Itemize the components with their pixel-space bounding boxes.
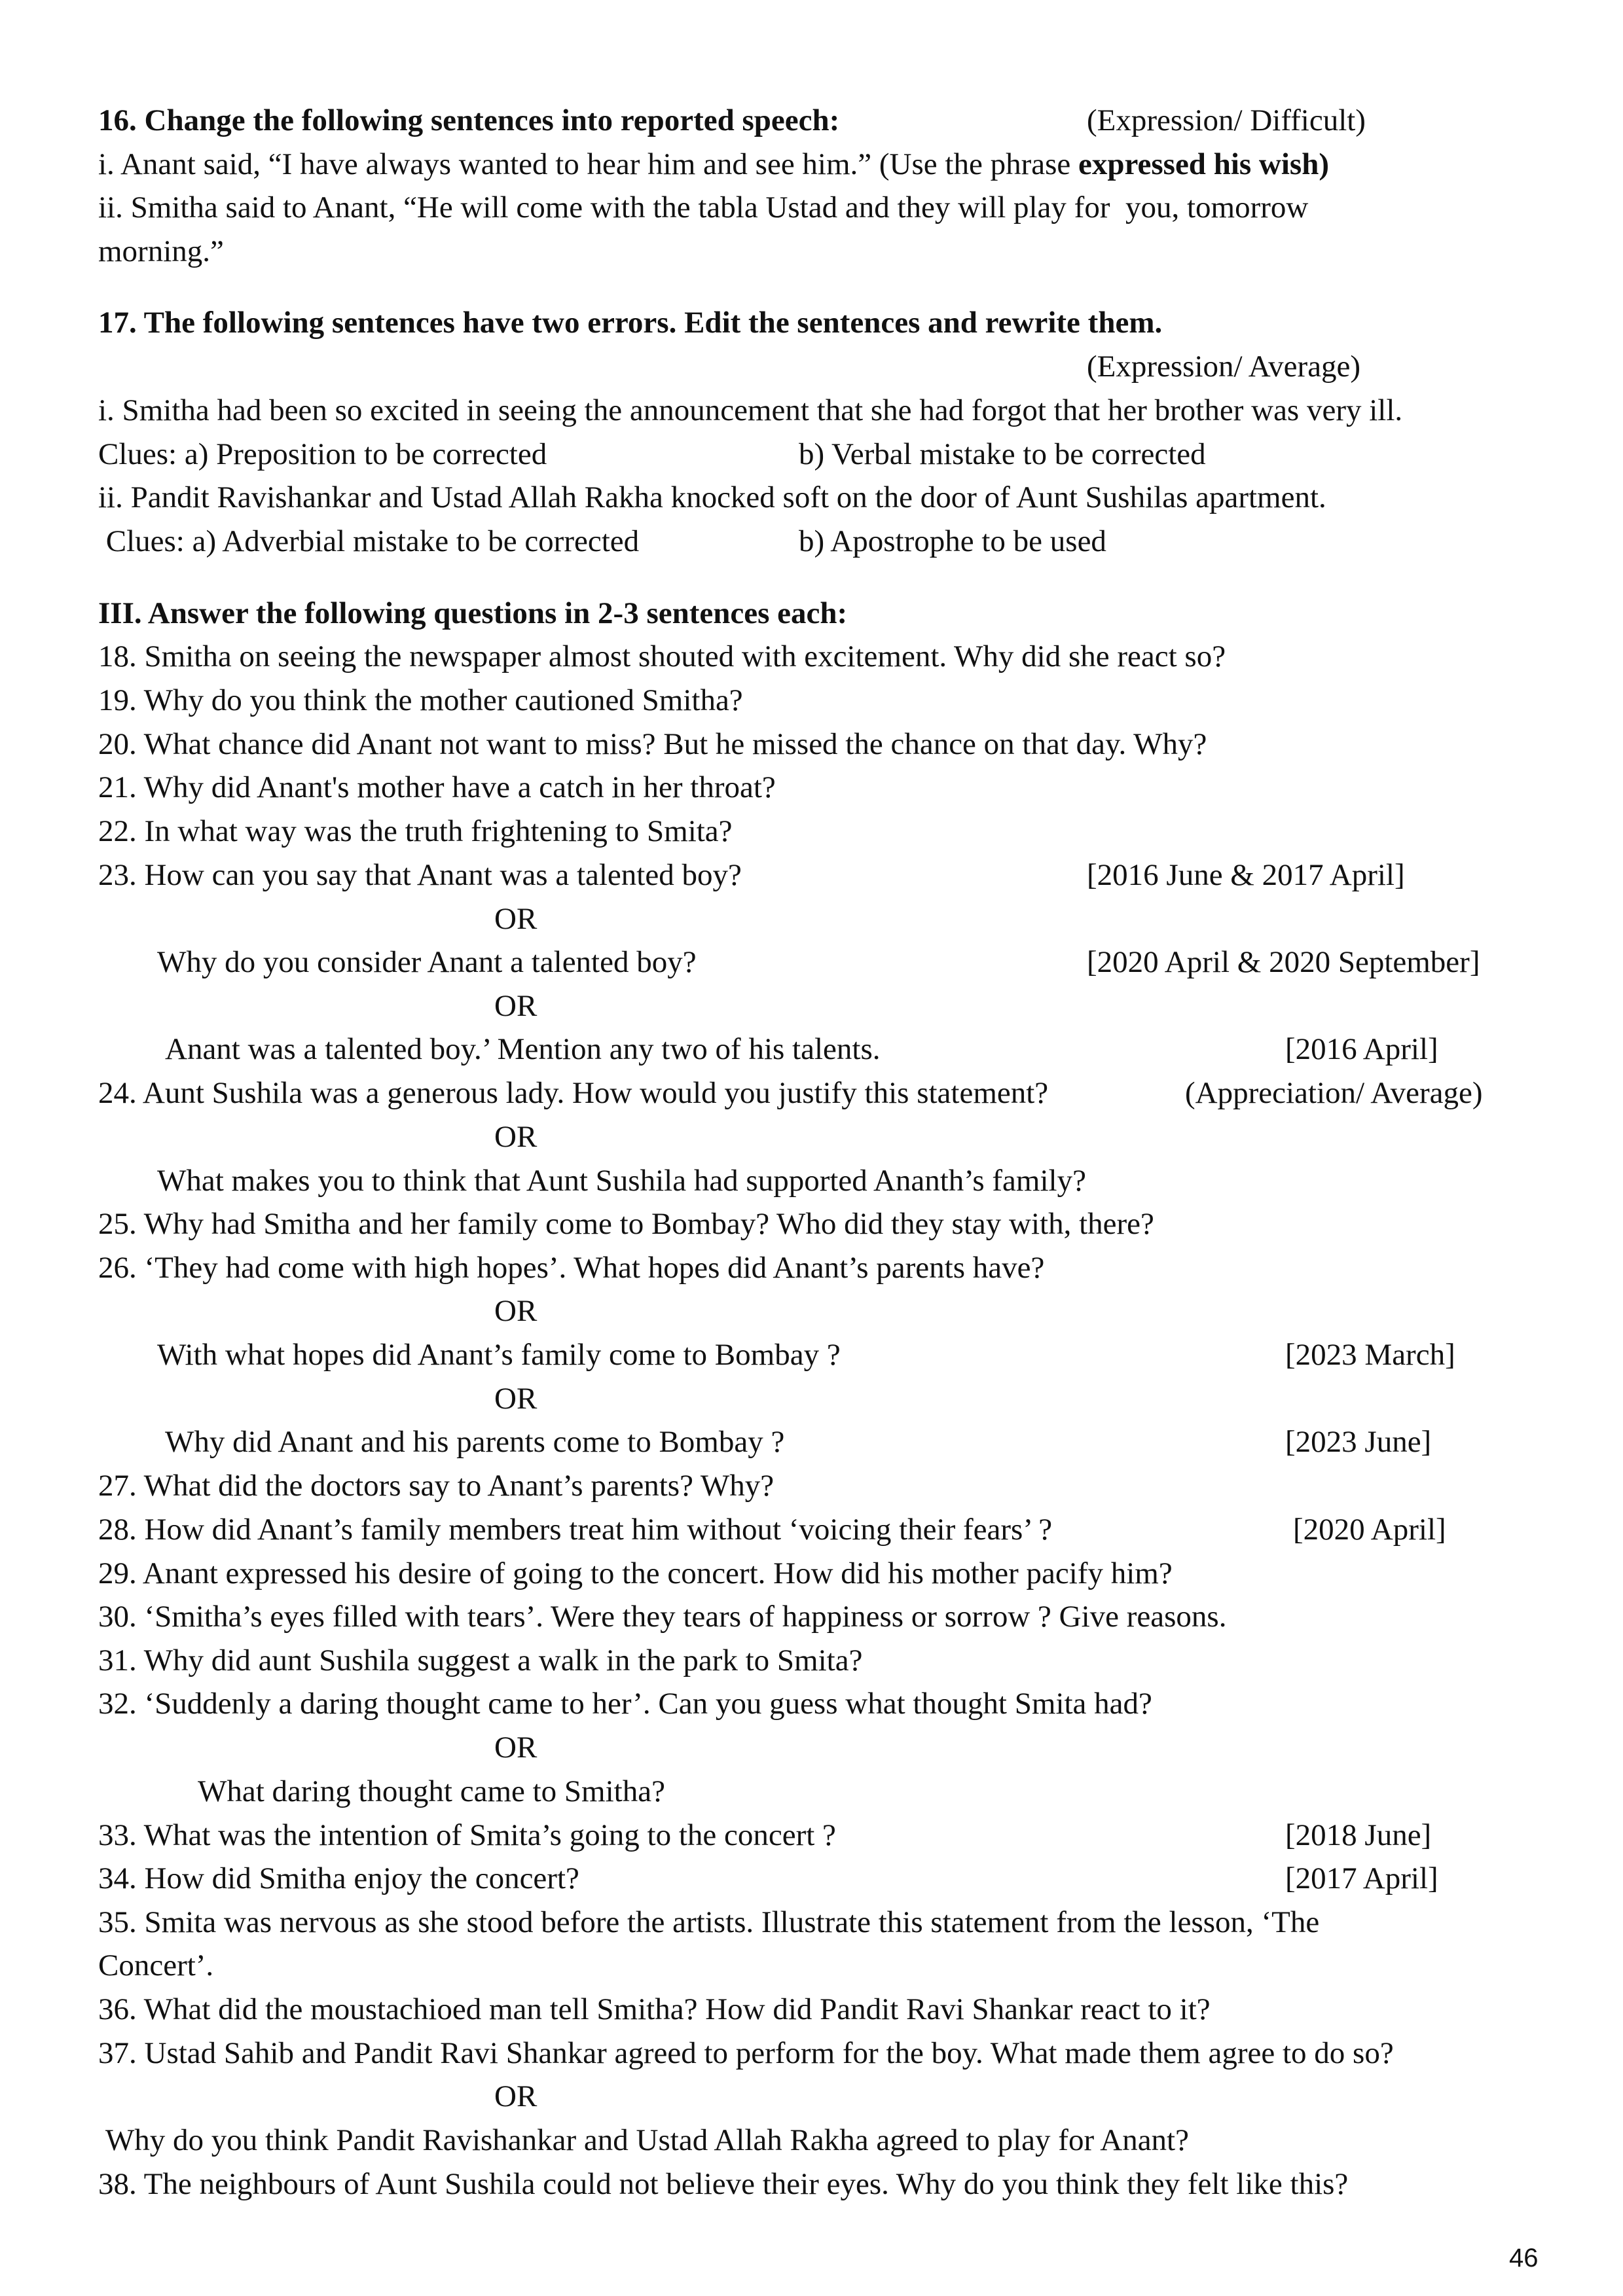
q17-clue-i-a: Clues: a) Preposition to be corrected bbox=[98, 437, 547, 471]
page-number: 46 bbox=[1509, 2244, 1539, 2272]
question-24-tag: (Appreciation/ Average) bbox=[1185, 1076, 1483, 1110]
question-26-alt-2: Why did Anant and his parents come to Bombay ? bbox=[165, 1425, 785, 1459]
question-29: 29. Anant expressed his desire of going to the concert. How did his mother pacify him? bbox=[98, 1556, 1173, 1590]
question-32: 32. ‘Suddenly a daring thought came to her’. Can you guess what thought Smita had? bbox=[98, 1687, 1152, 1721]
question-19: 19. Why do you think the mother cautioned Smitha? bbox=[98, 683, 743, 717]
q16-line-i-bold: expressed his wish) bbox=[1078, 147, 1330, 181]
question-26-alt-1: With what hopes did Anant’s family come to Bombay ? bbox=[157, 1338, 841, 1372]
question-20: 20. What chance did Anant not want to miss? But he missed the chance on that day. Why? bbox=[98, 727, 1207, 761]
q17-clue-i-b: b) Verbal mistake to be corrected bbox=[799, 437, 1206, 471]
question-23: 23. How can you say that Anant was a talented boy? bbox=[98, 858, 742, 892]
section3-heading: III. Answer the following questions in 2-3 sentences each: bbox=[98, 596, 848, 630]
question-32-alt: What daring thought came to Smitha? bbox=[198, 1774, 665, 1808]
question-24: 24. Aunt Sushila was a generous lady. How would you justify this statement? bbox=[98, 1076, 1049, 1110]
q16-tag: (Expression/ Difficult) bbox=[1087, 103, 1366, 137]
question-23-alt-1-tag: [2020 April & 2020 September] bbox=[1087, 945, 1480, 979]
question-35-cont: Concert’. bbox=[98, 1948, 214, 1982]
question-21: 21. Why did Anant's mother have a catch in her throat? bbox=[98, 770, 776, 804]
q17-clue-ii-a: Clues: a) Adverbial mistake to be corrected bbox=[98, 524, 640, 558]
question-30: 30. ‘Smitha’s eyes filled with tears’. Were they tears of happiness or sorrow ? Give reasons. bbox=[98, 1600, 1227, 1634]
q17-line-ii: ii. Pandit Ravishankar and Ustad Allah Rakha knocked soft on the door of Aunt Sushilas apartment. bbox=[98, 480, 1326, 514]
or-divider: OR bbox=[494, 1731, 538, 1765]
question-23-alt-2-tag: [2016 April] bbox=[1285, 1032, 1438, 1066]
q16-line-i bbox=[98, 149, 1329, 180]
question-38: 38. The neighbours of Aunt Sushila could not believe their eyes. Why do you think they felt like this? bbox=[98, 2167, 1349, 2201]
q16-line-ii-cont: morning.” bbox=[98, 234, 224, 268]
question-33-tag: [2018 June] bbox=[1285, 1818, 1432, 1852]
q16-line-ii: ii. Smitha said to Anant, “He will come with the tabla Ustad and they will play for you, tomorrow bbox=[98, 190, 1309, 224]
or-divider: OR bbox=[494, 989, 538, 1023]
question-25: 25. Why had Smitha and her family come to Bombay? Who did they stay with, there? bbox=[98, 1207, 1154, 1241]
or-divider: OR bbox=[494, 1382, 538, 1416]
question-35: 35. Smita was nervous as she stood before the artists. Illustrate this statement from the lesson, ‘The bbox=[98, 1905, 1320, 1939]
question-27: 27. What did the doctors say to Anant’s parents? Why? bbox=[98, 1469, 775, 1503]
question-26: 26. ‘They had come with high hopes’. What hopes did Anant’s parents have? bbox=[98, 1251, 1045, 1285]
question-22: 22. In what way was the truth frightening to Smita? bbox=[98, 814, 733, 848]
question-26-alt-2-tag: [2023 June] bbox=[1285, 1425, 1432, 1459]
question-23-alt-1: Why do you consider Anant a talented boy? bbox=[157, 945, 697, 979]
question-28-tag: [2020 April] bbox=[1293, 1513, 1446, 1547]
question-34: 34. How did Smitha enjoy the concert? bbox=[98, 1861, 579, 1895]
q16-line-i-text: i. Anant said, “I have always wanted to hear him and see him.” (Use the phrase bbox=[98, 147, 1078, 181]
or-divider: OR bbox=[494, 902, 538, 936]
question-23-alt-2: Anant was a talented boy.’ Mention any two of his talents. bbox=[165, 1032, 881, 1066]
question-23-tag: [2016 June & 2017 April] bbox=[1087, 858, 1405, 892]
question-24-alt: What makes you to think that Aunt Sushila had supported Ananth’s family? bbox=[157, 1164, 1086, 1198]
q17-clue-ii-b: b) Apostrophe to be used bbox=[799, 524, 1106, 558]
or-divider: OR bbox=[494, 1294, 538, 1328]
q17-tag: (Expression/ Average) bbox=[1087, 350, 1361, 384]
question-37: 37. Ustad Sahib and Pandit Ravi Shankar agreed to perform for the boy. What made them agree to do so? bbox=[98, 2036, 1394, 2070]
q16-heading: 16. Change the following sentences into reported speech: bbox=[98, 103, 840, 137]
question-33: 33. What was the intention of Smita’s going to the concert ? bbox=[98, 1818, 836, 1852]
or-divider: OR bbox=[494, 2079, 538, 2113]
question-36: 36. What did the moustachioed man tell Smitha? How did Pandit Ravi Shankar react to it? bbox=[98, 1992, 1211, 2026]
question-37-alt: Why do you think Pandit Ravishankar and Ustad Allah Rakha agreed to play for Anant? bbox=[98, 2123, 1189, 2157]
q17-heading: 17. The following sentences have two errors. Edit the sentences and rewrite them. bbox=[98, 306, 1163, 340]
q17-line-i: i. Smitha had been so excited in seeing the announcement that she had forgot that her brother was very ill. bbox=[98, 393, 1403, 427]
question-34-tag: [2017 April] bbox=[1285, 1861, 1438, 1895]
question-31: 31. Why did aunt Sushila suggest a walk in the park to Smita? bbox=[98, 1643, 863, 1677]
question-18: 18. Smitha on seeing the newspaper almost shouted with excitement. Why did she react so? bbox=[98, 639, 1226, 673]
question-26-alt-1-tag: [2023 March] bbox=[1285, 1338, 1455, 1372]
question-28: 28. How did Anant’s family members treat him without ‘voicing their fears’ ? bbox=[98, 1513, 1053, 1547]
or-divider: OR bbox=[494, 1120, 538, 1154]
